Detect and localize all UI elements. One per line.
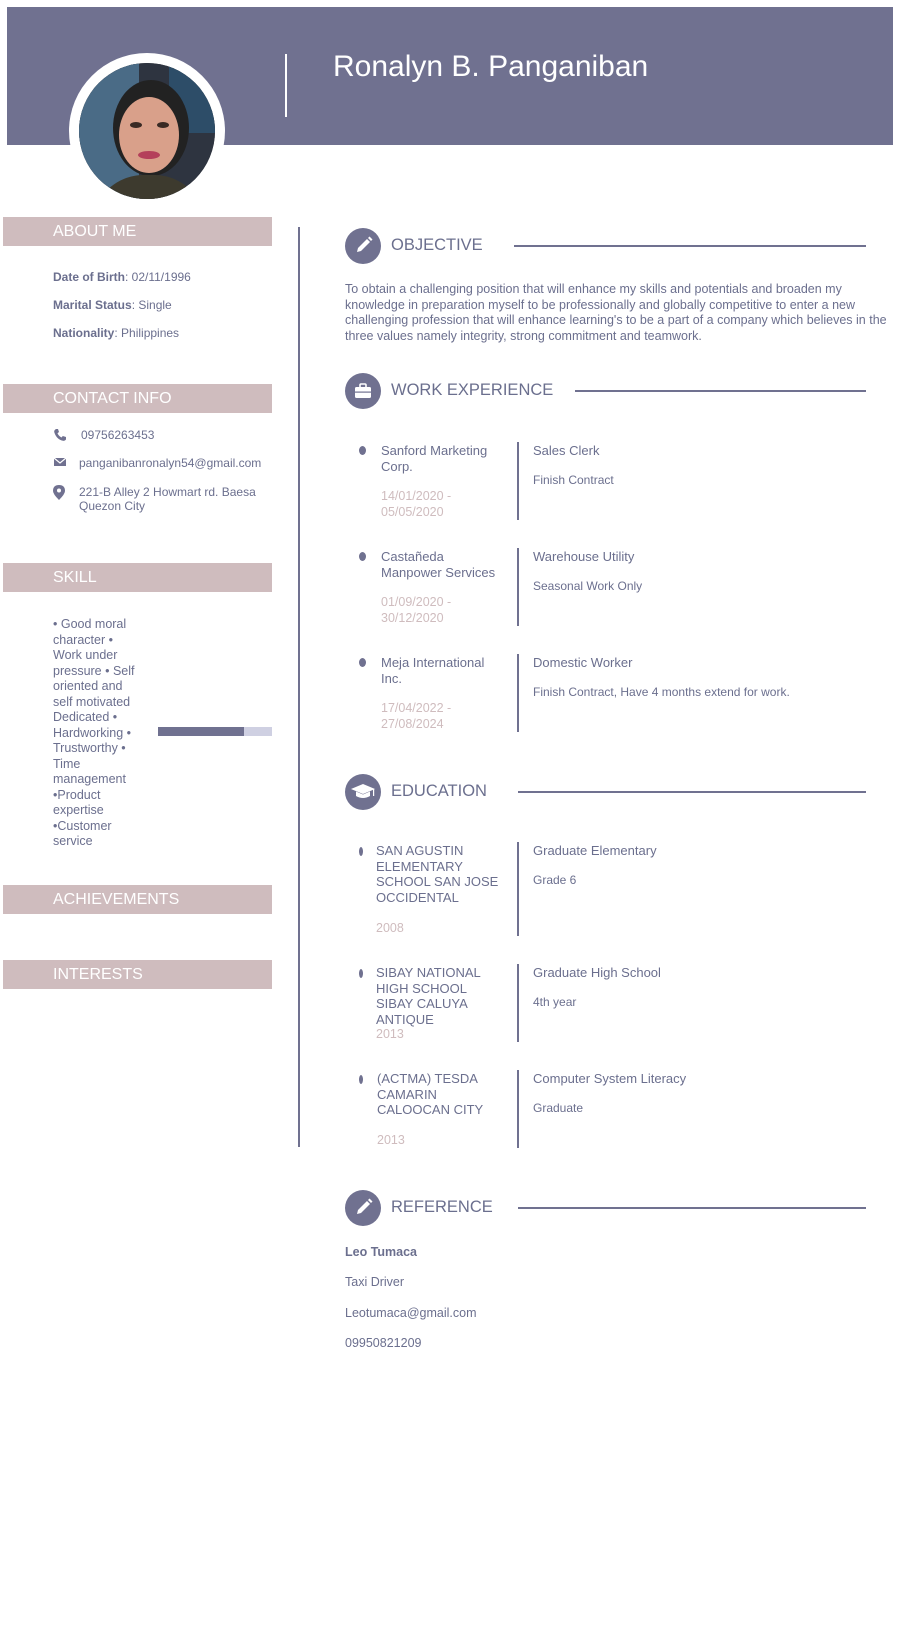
marital-value: : Single xyxy=(131,298,172,312)
work-date: 17/04/2022 - 27/08/2024 xyxy=(381,701,452,731)
skill-level-fill xyxy=(158,727,244,736)
school-name: SIBAY NATIONAL HIGH SCHOOL SIBAY CALUYA ANTIQUE xyxy=(376,965,481,1027)
contact-address xyxy=(53,485,273,513)
resume-name: Ronalyn B. Panganiban xyxy=(333,50,649,83)
marital-status xyxy=(53,298,172,312)
objective-text: To obtain a challenging position that will enhance my skills and potentials and broaden my knowledge in preparation myself to be professionally and globally competitive to enter a new challenging profession that will enhance learning's to be a part of a company which believes in the three values namely integrity, strong commitment and teamwork. xyxy=(345,282,887,344)
marital-label: Marital Status xyxy=(53,298,132,312)
work-date: 14/01/2020 - 05/05/2020 xyxy=(381,489,452,519)
nationality-value: : Philippines xyxy=(114,326,180,340)
skill-list: • Good moral character • Work under pressure • Self oriented and self motivated Dedicated • Hardworking • Trustworthy • Time management •Product expertise •Customer service xyxy=(53,617,135,848)
education-title: EDUCATION xyxy=(391,782,487,800)
date-of-birth xyxy=(53,270,191,284)
timeline-dot xyxy=(359,552,366,561)
phone-number: 09756263453 xyxy=(81,428,155,442)
reference-title: REFERENCE xyxy=(391,1198,493,1216)
timeline-dot xyxy=(359,847,363,856)
phone-icon xyxy=(53,428,79,442)
entry-bar xyxy=(517,842,519,936)
work-date: 01/09/2020 - 30/12/2020 xyxy=(381,595,452,625)
timeline-dot xyxy=(359,1075,363,1084)
reference-job: Taxi Driver xyxy=(345,1275,405,1289)
objective-rule xyxy=(514,245,866,247)
location-pin-icon xyxy=(53,485,79,499)
objective-title: OBJECTIVE xyxy=(391,236,483,254)
briefcase-icon xyxy=(345,373,381,409)
profile-photo xyxy=(79,63,215,199)
school-year: 2013 xyxy=(376,1027,404,1041)
work-org: Castañeda Manpower Services xyxy=(381,549,496,580)
graduation-cap-icon xyxy=(345,774,381,810)
skill-level-bar xyxy=(158,727,272,736)
entry-bar xyxy=(517,548,519,626)
reference-name: Leo Tumaca xyxy=(345,1245,418,1259)
reference-rule xyxy=(518,1207,866,1209)
entry-bar xyxy=(517,654,519,732)
work-role: Warehouse Utility xyxy=(533,549,635,564)
school-name: SAN AGUSTIN ELEMENTARY SCHOOL SAN JOSE OCCIDENTAL xyxy=(376,843,499,905)
dob-value: : 02/11/1996 xyxy=(125,270,191,284)
work-experience-title: WORK EXPERIENCE xyxy=(391,381,554,399)
contact-info-heading: CONTACT INFO xyxy=(3,384,272,413)
address-text: 221-B Alley 2 Howmart rd. Baesa Quezon City xyxy=(79,485,256,513)
work-role: Domestic Worker xyxy=(533,655,633,670)
reference-phone: 09950821209 xyxy=(345,1336,422,1350)
header-divider xyxy=(285,54,287,117)
education-level: Computer System Literacy xyxy=(533,1071,687,1086)
contact-phone xyxy=(53,428,154,442)
education-rule xyxy=(518,791,866,793)
school-year: 2008 xyxy=(376,921,404,935)
nationality xyxy=(53,326,179,340)
work-rule xyxy=(575,390,866,392)
education-detail: Graduate xyxy=(533,1101,584,1115)
timeline-dot xyxy=(359,446,366,455)
work-org: Meja International Inc. xyxy=(381,655,485,686)
skill-heading: SKILL xyxy=(3,563,272,592)
entry-bar xyxy=(517,964,519,1042)
pencil-icon xyxy=(345,228,381,264)
work-detail: Finish Contract, Have 4 months extend for work. xyxy=(533,685,790,699)
email-address: panganibanronalyn54@gmail.com xyxy=(79,456,262,470)
education-level: Graduate Elementary xyxy=(533,843,657,858)
work-org: Sanford Marketing Corp. xyxy=(381,443,488,474)
column-divider xyxy=(298,227,300,1147)
timeline-dot xyxy=(359,658,366,667)
school-name: (ACTMA) TESDA CAMARIN CALOOCAN CITY xyxy=(377,1071,484,1117)
interests-heading: INTERESTS xyxy=(3,960,272,989)
entry-bar xyxy=(517,442,519,520)
contact-email xyxy=(53,456,261,470)
timeline-dot xyxy=(359,969,363,978)
education-detail: 4th year xyxy=(533,995,577,1009)
dob-label: Date of Birth xyxy=(53,270,125,284)
entry-bar xyxy=(517,1070,519,1148)
education-level: Graduate High School xyxy=(533,965,661,980)
nationality-label: Nationality xyxy=(53,326,115,340)
achievements-heading: ACHIEVEMENTS xyxy=(3,885,272,914)
education-detail: Grade 6 xyxy=(533,873,577,887)
work-detail: Finish Contract xyxy=(533,473,614,487)
school-year: 2013 xyxy=(377,1133,405,1147)
about-me-heading: ABOUT ME xyxy=(3,217,272,246)
reference-email: Leotumaca@gmail.com xyxy=(345,1306,477,1320)
work-detail: Seasonal Work Only xyxy=(533,579,643,593)
envelope-icon xyxy=(53,456,79,470)
work-role: Sales Clerk xyxy=(533,443,600,458)
pencil-icon xyxy=(345,1190,381,1226)
